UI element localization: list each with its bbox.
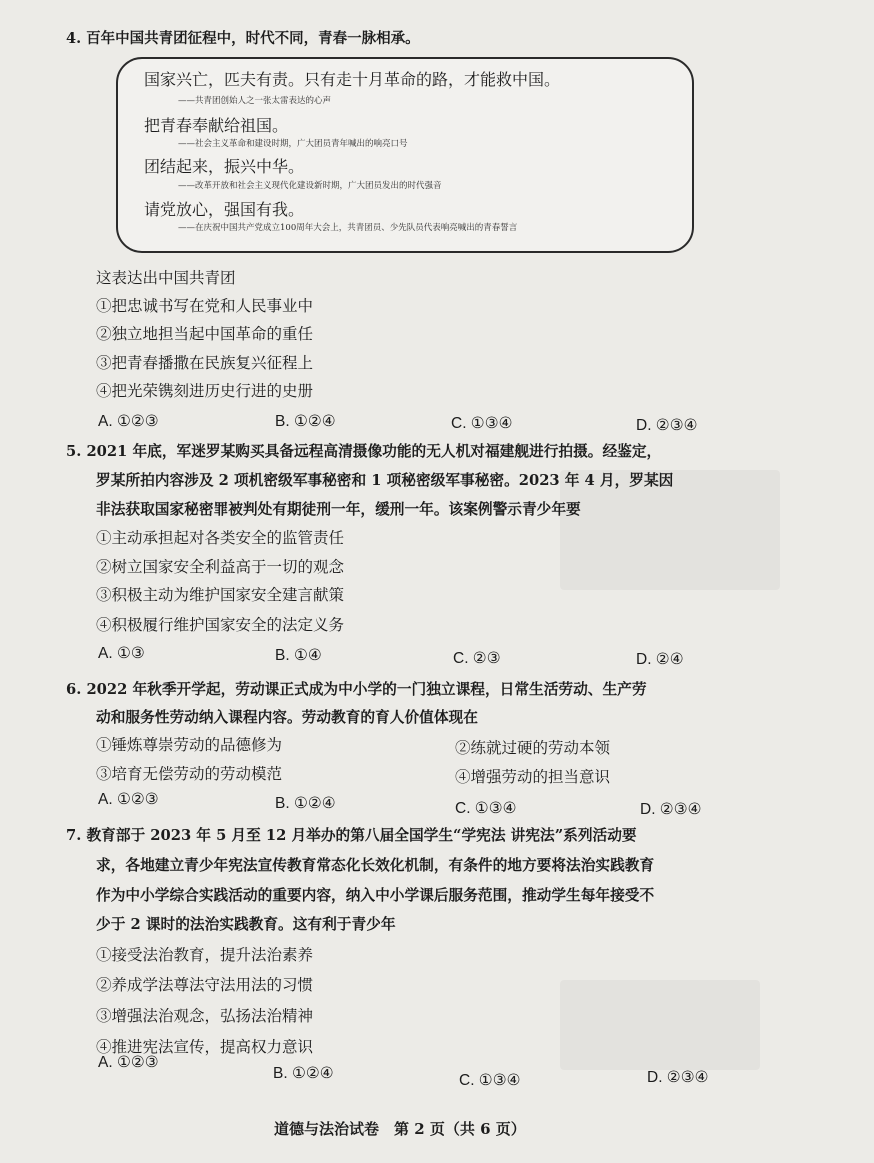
- q4-stem: 4. 百年中国共青团征程中，时代不同，青春一脉相承。: [66, 30, 420, 47]
- q5-option-a: A. ①③: [98, 645, 145, 662]
- q5-item: ②树立国家安全利益高于一切的观念: [96, 558, 345, 576]
- q6-item: ③培育无偿劳动的劳动模范: [96, 765, 283, 783]
- quote-line: 团结起来，振兴中华。: [144, 157, 305, 176]
- q4-item: ④把光荣镌刻进历史行进的史册: [96, 382, 314, 400]
- page-footer: 道德与法治试卷 第 2 页（共 6 页）: [274, 1120, 526, 1138]
- q7-option-b: B. ①②④: [273, 1065, 334, 1082]
- q5-item: ①主动承担起对各类安全的监管责任: [96, 529, 345, 547]
- quote-source: ——共青团创始人之一张太雷表达的心声: [178, 96, 332, 106]
- q5-stem-line: 罗某所拍内容涉及 2 项机密级军事秘密和 1 项秘密级军事秘密。2023 年 4 月，罗某因: [96, 472, 674, 489]
- q6-item: ②练就过硬的劳动本领: [455, 739, 611, 757]
- q5-item: ③积极主动为维护国家安全建言献策: [96, 586, 345, 604]
- quote-line: 请党放心，强国有我。: [144, 200, 305, 219]
- q4-item: ②独立地担当起中国革命的重任: [96, 325, 314, 343]
- q7-stem-line: 少于 2 课时的法治实践教育。这有利于青少年: [96, 916, 396, 933]
- q6-option-d: D. ②③④: [640, 801, 702, 818]
- q7-stem-line: 7. 教育部于 2023 年 5 月至 12 月举办的第八届全国学生“学宪法 讲宪法”系列活动要: [66, 827, 637, 844]
- q7-stem-line: 作为中小学综合实践活动的重要内容，纳入中小学课后服务范围，推动学生每年接受不: [96, 887, 655, 904]
- q4-lead: 这表达出中国共青团: [96, 269, 236, 287]
- q5-option-c: C. ②③: [453, 650, 501, 667]
- quote-line: 把青春奉献给祖国。: [144, 116, 289, 135]
- quote-source: ——社会主义革命和建设时期，广大团员青年喊出的响亮口号: [178, 139, 408, 149]
- q4-quote-box: [116, 57, 694, 253]
- q6-option-b: B. ①②④: [275, 795, 336, 812]
- q4-item: ①把忠诚书写在党和人民事业中: [96, 297, 314, 315]
- q7-item: ②养成学法尊法守法用法的习惯: [96, 976, 314, 994]
- q6-option-c: C. ①③④: [455, 800, 517, 817]
- q4-option-a: A. ①②③: [98, 413, 159, 430]
- q6-stem-line: 6. 2022 年秋季开学起，劳动课正式成为中小学的一门独立课程，日常生活劳动、生产劳: [66, 681, 647, 698]
- q5-option-b: B. ①④: [275, 647, 322, 664]
- q7-option-a: A. ①②③: [98, 1054, 159, 1071]
- q6-item: ④增强劳动的担当意识: [455, 768, 611, 786]
- q4-option-c: C. ①③④: [451, 415, 513, 432]
- q6-stem-line: 动和服务性劳动纳入课程内容。劳动教育的育人价值体现在: [96, 709, 478, 726]
- quote-source: ——在庆祝中国共产党成立100周年大会上，共青团员、少先队员代表响亮喊出的青春誓言: [178, 223, 518, 233]
- q7-option-d: D. ②③④: [647, 1069, 709, 1086]
- q6-item: ①锤炼尊崇劳动的品德修为: [96, 736, 283, 754]
- q6-option-a: A. ①②③: [98, 791, 159, 808]
- quote-line: 国家兴亡，匹夫有责。只有走十月革命的路，才能救中国。: [144, 70, 561, 89]
- q7-option-c: C. ①③④: [459, 1072, 521, 1089]
- quote-source: ——改革开放和社会主义现代化建设新时期，广大团员发出的时代强音: [178, 181, 442, 191]
- q7-item: ①接受法治教育，提升法治素养: [96, 946, 314, 964]
- q4-option-b: B. ①②④: [275, 413, 336, 430]
- q5-stem-line: 5. 2021 年底，军迷罗某购买具备远程高清摄像功能的无人机对福建舰进行拍摄。经鉴定，: [66, 443, 662, 460]
- q5-option-d: D. ②④: [636, 651, 684, 668]
- q5-stem-line: 非法获取国家秘密罪被判处有期徒刑一年，缓刑一年。该案例警示青少年要: [96, 501, 581, 518]
- q5-item: ④积极履行维护国家安全的法定义务: [96, 616, 345, 634]
- q7-item: ③增强法治观念，弘扬法治精神: [96, 1007, 314, 1025]
- scan-smudge: [560, 980, 760, 1070]
- q7-stem-line: 求，各地建立青少年宪法宣传教育常态化长效化机制，有条件的地方要将法治实践教育: [96, 857, 655, 874]
- q4-option-d: D. ②③④: [636, 417, 698, 434]
- q7-item: ④推进宪法宣传，提高权力意识: [96, 1038, 314, 1056]
- q4-item: ③把青春播撒在民族复兴征程上: [96, 354, 314, 372]
